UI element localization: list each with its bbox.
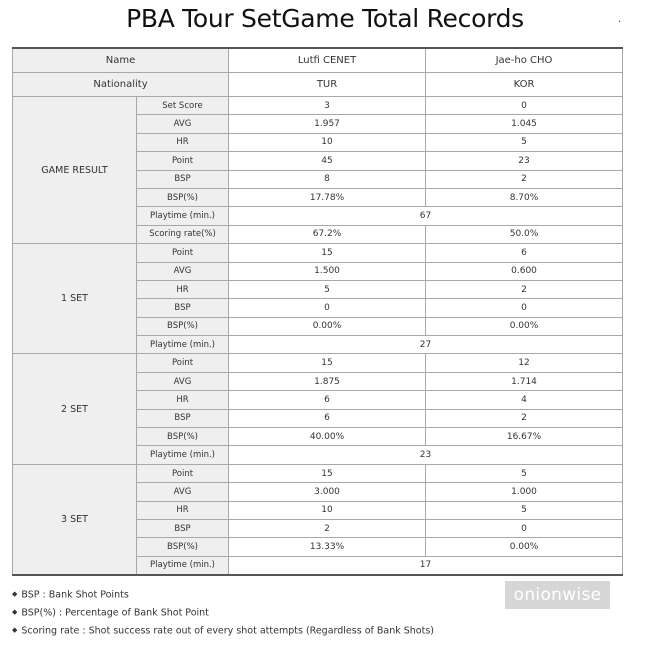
player2-value: 0.00%	[426, 317, 623, 335]
player2-value: 5	[426, 464, 623, 482]
player2-value: 0	[426, 519, 623, 537]
player1-value: 6	[229, 391, 426, 409]
stat-value-merged: 17	[229, 556, 623, 575]
table-row	[13, 97, 623, 115]
name-row	[13, 48, 623, 73]
name-label: Name	[13, 48, 229, 73]
player1-value: 15	[229, 244, 426, 262]
section-label: GAME RESULT	[13, 97, 137, 244]
player1-value: 0.00%	[229, 317, 426, 335]
stat-label: Playtime (min.)	[137, 336, 229, 354]
stat-label: BSP	[137, 299, 229, 317]
stat-label: Playtime (min.)	[137, 556, 229, 575]
stat-label: AVG	[137, 372, 229, 390]
player2-value: 5	[426, 133, 623, 151]
stat-label: HR	[137, 391, 229, 409]
stat-label: Point	[137, 244, 229, 262]
player1-value: 10	[229, 501, 426, 519]
footnote: ◆ BSP : Bank Shot Points	[12, 589, 129, 601]
player2-value: 5	[426, 501, 623, 519]
player2-value: 12	[426, 354, 623, 372]
player1-value: 1.500	[229, 262, 426, 280]
player2-value: 50.0%	[426, 225, 623, 243]
table-row	[13, 464, 623, 482]
stat-label: AVG	[137, 262, 229, 280]
player1-value: 1.875	[229, 372, 426, 390]
stat-value-merged: 27	[229, 336, 623, 354]
player1-value: 8	[229, 170, 426, 188]
player2-nationality: KOR	[426, 73, 623, 97]
stat-label: Playtime (min.)	[137, 446, 229, 464]
stat-label: Point	[137, 152, 229, 170]
player2-value: 0	[426, 97, 623, 115]
player1-value: 10	[229, 133, 426, 151]
player1-value: 3.000	[229, 483, 426, 501]
player2-name: Jae-ho CHO	[426, 48, 623, 73]
stat-label: Set Score	[137, 97, 229, 115]
section-label: 2 SET	[13, 354, 137, 464]
table-row	[13, 354, 623, 372]
player2-value: 2	[426, 170, 623, 188]
table-row	[13, 244, 623, 262]
stat-label: BSP	[137, 170, 229, 188]
stat-label: BSP(%)	[137, 188, 229, 206]
player2-value: 4	[426, 391, 623, 409]
page-title: PBA Tour SetGame Total Records	[126, 4, 524, 33]
player1-value: 40.00%	[229, 428, 426, 446]
stat-label: Point	[137, 354, 229, 372]
stat-value-merged: 23	[229, 446, 623, 464]
player1-value: 17.78%	[229, 188, 426, 206]
stat-label: BSP(%)	[137, 428, 229, 446]
player2-value: 8.70%	[426, 188, 623, 206]
stat-label: BSP	[137, 519, 229, 537]
player2-value: 16.67%	[426, 428, 623, 446]
player1-value: 45	[229, 152, 426, 170]
footnotes	[12, 586, 434, 639]
player1-value: 5	[229, 280, 426, 298]
player2-value: 0.00%	[426, 538, 623, 556]
stat-label: Scoring rate(%)	[137, 225, 229, 243]
section-label: 1 SET	[13, 244, 137, 354]
player2-value: 0	[426, 299, 623, 317]
stat-label: AVG	[137, 115, 229, 133]
footnote: ◆ Scoring rate : Shot success rate out of every shot attempts (Regardless of Bank Shots)	[12, 624, 435, 636]
stat-label: BSP(%)	[137, 538, 229, 556]
player1-value: 1.957	[229, 115, 426, 133]
player1-value: 67.2%	[229, 225, 426, 243]
player1-value: 0	[229, 299, 426, 317]
stat-label: HR	[137, 133, 229, 151]
stat-label: AVG	[137, 483, 229, 501]
stat-label: HR	[137, 280, 229, 298]
player1-name: Lutfi CENET	[229, 48, 426, 73]
player2-value: 2	[426, 280, 623, 298]
player1-value: 2	[229, 519, 426, 537]
nationality-label: Nationality	[13, 73, 229, 97]
player1-nationality: TUR	[229, 73, 426, 97]
player2-value: 0.600	[426, 262, 623, 280]
nationality-row	[13, 73, 623, 97]
footnote: ◆ BSP(%) : Percentage of Bank Shot Point	[12, 607, 209, 618]
player1-value: 15	[229, 464, 426, 482]
player1-value: 6	[229, 409, 426, 427]
section-label: 3 SET	[13, 464, 137, 575]
player2-value: 1.714	[426, 372, 623, 390]
player2-value: 2	[426, 409, 623, 427]
records-table	[12, 47, 623, 576]
player2-value: 1.000	[426, 483, 623, 501]
stat-label: Point	[137, 464, 229, 482]
stat-label: BSP	[137, 409, 229, 427]
player1-value: 3	[229, 97, 426, 115]
stat-label: HR	[137, 501, 229, 519]
player2-value: 23	[426, 152, 623, 170]
player1-value: 13.33%	[229, 538, 426, 556]
stat-label: Playtime (min.)	[137, 207, 229, 225]
player2-value: 6	[426, 244, 623, 262]
player1-value: 15	[229, 354, 426, 372]
stat-value-merged: 67	[229, 207, 623, 225]
stray-dot: .	[618, 14, 622, 25]
watermark-logo: onionwise	[505, 581, 610, 609]
stat-label: BSP(%)	[137, 317, 229, 335]
player2-value: 1.045	[426, 115, 623, 133]
